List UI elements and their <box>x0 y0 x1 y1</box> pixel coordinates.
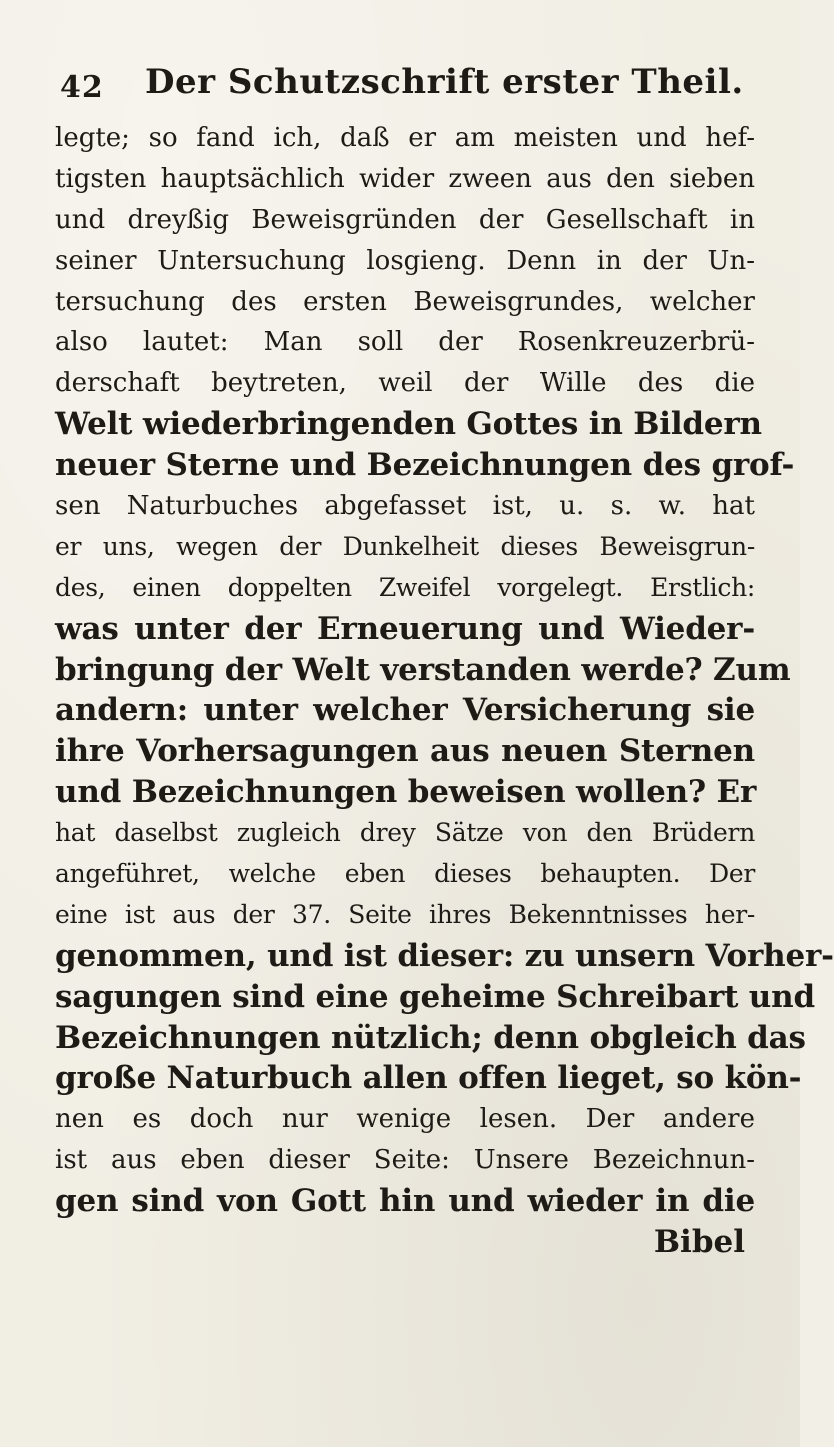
text-line: also lautet: Man soll der Rosenkreuzerbrü- <box>55 327 755 358</box>
text-line: und Bezeichnungen beweisen wollen? Er <box>55 774 757 811</box>
text-line: ist aus eben dieser Seite: Unsere Bezeichnun- <box>55 1145 755 1176</box>
text-line: ihre Vorhersagungen aus neuen Sternen <box>55 733 755 770</box>
text-line: eine ist aus der 37. Seite ihres Bekenntnisses her- <box>55 899 755 929</box>
page-header <box>60 62 744 122</box>
text-line: tigsten hauptsächlich wider zween aus den sieben <box>55 163 755 194</box>
text-line: bringung der Welt verstanden werde? Zum <box>55 651 791 688</box>
text-line: gen sind von Gott hin und wieder in die <box>55 1183 755 1220</box>
text-line: genommen, und ist dieser: zu unsern Vorher- <box>55 937 834 974</box>
body-text <box>55 118 834 1263</box>
text-line: und dreyßig Beweisgründen der Gesellschaft in <box>55 204 755 235</box>
text-line: er uns, wegen der Dunkelheit dieses Beweisgrun- <box>55 531 755 561</box>
text-line: was unter der Erneuerung und Wieder- <box>55 610 755 647</box>
page-number: 42 <box>60 70 104 105</box>
text-line: hat daselbst zugleich drey Sätze von den Brüdern <box>55 818 755 848</box>
text-line: des, einen doppelten Zweifel vorgelegt. Erstlich: <box>55 572 755 602</box>
text-line: große Naturbuch allen offen lieget, so kön- <box>55 1060 802 1097</box>
text-line: seiner Untersuchung losgieng. Denn in der Un- <box>55 245 755 276</box>
catchword: Bibel <box>653 1224 745 1261</box>
text-line: nen es doch nur wenige lesen. Der andere <box>55 1104 755 1135</box>
text-line: neuer Sterne und Bezeichnungen des grof- <box>55 447 795 484</box>
text-line: sen Naturbuches abgefasset ist, u. s. w. hat <box>55 491 755 522</box>
text-line: angeführet, welche eben dieses behaupten. Der <box>55 859 755 889</box>
text-line: Welt wiederbringenden Gottes in Bildern <box>55 406 762 443</box>
running-title: Der Schutzschrift erster Theil. <box>145 62 744 102</box>
text-line: Bezeichnungen nützlich; denn obgleich das <box>55 1019 806 1056</box>
text-line: legte; so fand ich, daß er am meisten und hef- <box>55 123 755 153</box>
text-line: sagungen sind eine geheime Schreibart und <box>55 978 815 1015</box>
text-line: derschaft beytreten, weil der Wille des die <box>55 368 755 399</box>
text-line: tersuchung des ersten Beweisgrundes, welcher <box>55 286 755 317</box>
text-line: andern: unter welcher Versicherung sie <box>55 692 755 729</box>
